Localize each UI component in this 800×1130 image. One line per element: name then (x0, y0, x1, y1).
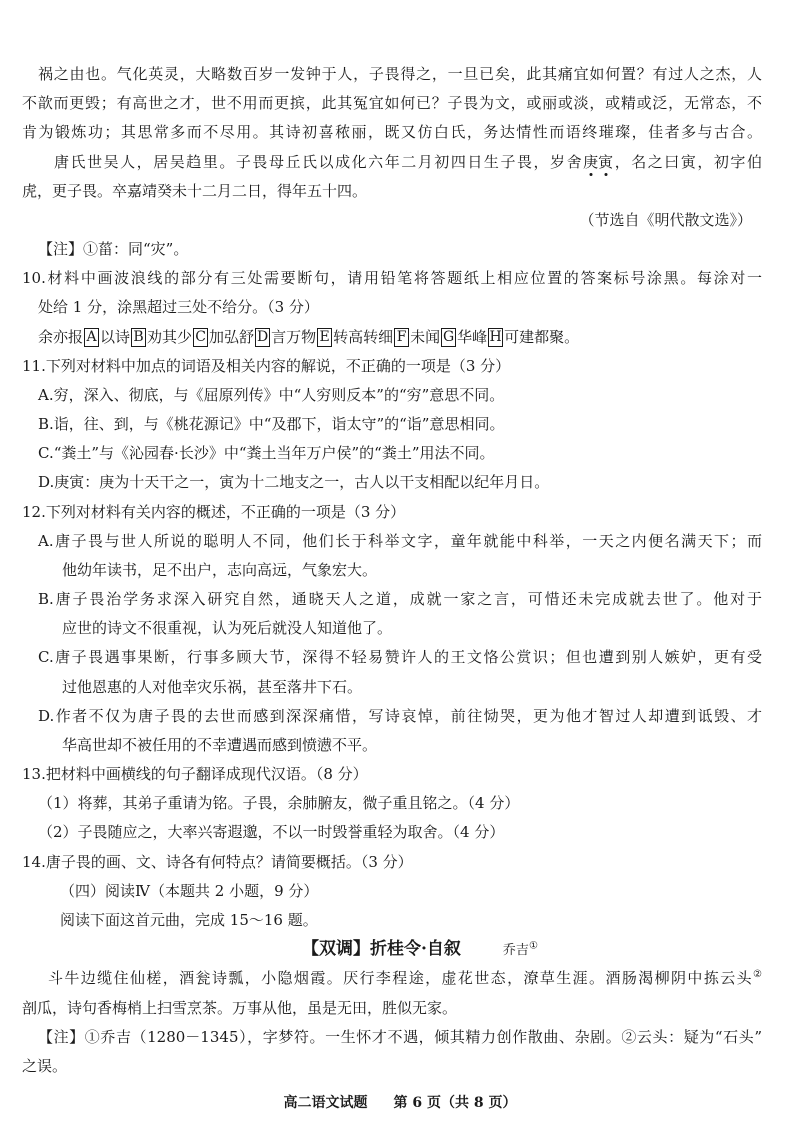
poem-note-line-2: 之误。 (22, 1056, 68, 1075)
passage-line-4-before: 唐氏世吴人，居吴趋里。子畏母丘氏以成化六年二月初四日生子畏，岁舍 (54, 152, 584, 171)
q10-mark-box: H (489, 329, 502, 346)
q10-segment: 华峰 (457, 327, 488, 346)
poem-title-line (0, 935, 800, 964)
passage-line-2: 不歆而更毁；有高世之才，世不用而更摈，此其冤宜如何已？子畏为文，或丽或淡，或精或泛，无常态，不 (22, 94, 762, 113)
dotted-char-geng: 庚 (583, 148, 598, 177)
q10-mark-box: G (443, 329, 455, 346)
poem-line-1-text: 斗牛边缆住仙槎，酒瓮诗瓢，小隐烟霞。厌行李程途，虚花世态，潦草生涯。酒肠渴柳阴中拣云头 (48, 969, 754, 988)
q10-segment: 余亦报 (38, 327, 84, 346)
poem-author (502, 940, 538, 959)
footer-page-number: 第 6 页（共 8 页） (393, 1095, 517, 1111)
q10-segment: 未闻 (410, 327, 441, 346)
passage-line-5: 虎，更子畏。卒嘉靖癸未十二月二日，得年五十四。 (22, 181, 368, 200)
passage-line-4-after: ，名之曰寅，初字伯 (613, 152, 762, 171)
q10-segment: 劝其少 (147, 327, 193, 346)
q12-option-a-line-1: A.唐子畏与世人所说的聪明人不同，他们长于科举文字，童年就能中科举，一天之内便名满天下；而 (38, 531, 762, 550)
passage-line-1: 祸之由也。气化英灵，大略数百岁一发钟于人，子畏得之，一旦已矣，此其痛宜如何置？有过人之杰，人 (38, 65, 762, 83)
section4-instruction: 阅读下面这首元曲，完成 15～16 题。 (60, 910, 318, 929)
poem-line-2: 剖瓜，诗句香梅梢上扫雪烹茶。万事从他，虽是无田，胜似无家。 (22, 998, 458, 1017)
q12-option-d-line-1: D.作者不仅为唐子畏的去世而感到深深痛惜，写诗哀悼，前往恸哭，更为他才智过人却遭到诋毁、才 (38, 706, 762, 725)
q10-stem-line-1: 10.材料中画波浪线的部分有三处需要断句，请用铅笔将答题纸上相应位置的答案标号涂黑。每涂对一 (22, 269, 762, 288)
q10-segment: 可建都聚。 (504, 327, 580, 346)
q12-option-c-line-2: 过他恩惠的人对他幸灾乐祸，甚至落井下石。 (62, 677, 363, 696)
passage-source: （节选自《明代散文选》） (579, 210, 752, 229)
q10-mark-box: F (394, 328, 409, 347)
q10-mark-box: D (256, 329, 269, 346)
q10-mark-box: C (193, 328, 208, 347)
q10-stem-line-2: 处给 1 分，涂黑超过三处不给分。（3 分） (38, 298, 319, 317)
q13-stem: 13.把材料中画横线的句子翻译成现代汉语。（8 分） (22, 765, 368, 784)
page-content (0, 60, 800, 1081)
q12-option-b-line-2: 应世的诗文不很重视，认为死后就没人知道他了。 (62, 619, 393, 638)
poem-title: 【双调】折桂令·自叙 (302, 939, 461, 960)
q12-option-b-line-1: B.唐子畏治学务求深入研究自然，通晓天人之道，成就一家之言，可惜还未完成就去世了。他对于 (38, 590, 762, 609)
q13-item-1: （1）将葬，其弟子重请为铭。子畏，余肺腑友，微子重且铭之。（4 分） (38, 794, 520, 813)
passage-line-3: 肯为锻炼功；其思常多而不尽用。其诗初喜秾丽，既又仿白氏，务达情性而语终璀璨，佳者多与古合。 (22, 123, 762, 142)
poem-note-line-1: 【注】①乔吉（1280－1345），字梦符。一生怀才不遇，倾其精力创作散曲、杂剧。②云头：疑为“石头” (38, 1027, 762, 1046)
q10-mark-box: E (317, 328, 332, 347)
page-footer (0, 1090, 800, 1116)
q13-item-2: （2）子畏随应之，大率兴寄遐邈，不以一时毁誉重轻为取舍。（4 分） (38, 823, 505, 842)
section4-heading: （四）阅读Ⅳ（本题共 2 小题，9 分） (60, 881, 319, 900)
q12-option-a-line-2: 他幼年读书，足不出户，志向高远，气象宏大。 (62, 560, 378, 579)
poem-line-1 (0, 964, 800, 993)
q10-mark-box: A (84, 328, 99, 347)
q11-option-d: D.庚寅：庚为十天干之一，寅为十二地支之一，古人以干支相配以纪年月日。 (38, 473, 550, 492)
poem-author-name: 乔吉 (502, 943, 529, 959)
q12-option-c-line-1: C.唐子畏遇事果断，行事多顾大节，深得不轻易赞许人的王文恪公赏识；但也遭到别人嫉妒，更有受 (38, 648, 762, 667)
footer-subject: 高二语文试题 (283, 1095, 368, 1111)
q10-segment: 言万物 (271, 327, 317, 346)
poem-line-1-note-mark: ② (753, 969, 762, 981)
q10-segment: 以诗 (100, 327, 131, 346)
q11-option-c: C.“粪土”与《沁园春·长沙》中“粪土当年万户侯”的“粪土”用法不同。 (38, 444, 495, 463)
q12-stem: 12.下列对材料有关内容的概述，不正确的一项是（3 分） (22, 502, 406, 521)
q10-segment: 转高转细 (333, 327, 394, 346)
q10-segment: 加弘舒 (209, 327, 255, 346)
q11-stem: 11.下列对材料中加点的词语及相关内容的解说，不正确的一项是（3 分） (22, 356, 511, 375)
poem-author-note-mark: ① (528, 940, 538, 952)
passage-line-4 (0, 148, 800, 177)
q14-stem: 14.唐子畏的画、文、诗各有何特点？请简要概括。（3 分） (22, 852, 413, 871)
passage-note: 【注】①菑：同“灾”。 (38, 240, 189, 259)
dotted-char-yin: 寅 (598, 148, 613, 177)
q11-option-b: B.诣，往、到，与《桃花源记》中“及郡下，诣太守”的“诣”意思相同。 (38, 415, 505, 434)
q10-mark-box: B (131, 328, 146, 347)
q10-sentence (0, 323, 800, 352)
q12-option-d-line-2: 华高世却不被任用的不幸遭遇而感到愤懑不平。 (62, 735, 378, 754)
q11-option-a: A.穷，深入、彻底，与《屈原列传》中“人穷则反本”的“穷”意思不同。 (38, 385, 505, 404)
